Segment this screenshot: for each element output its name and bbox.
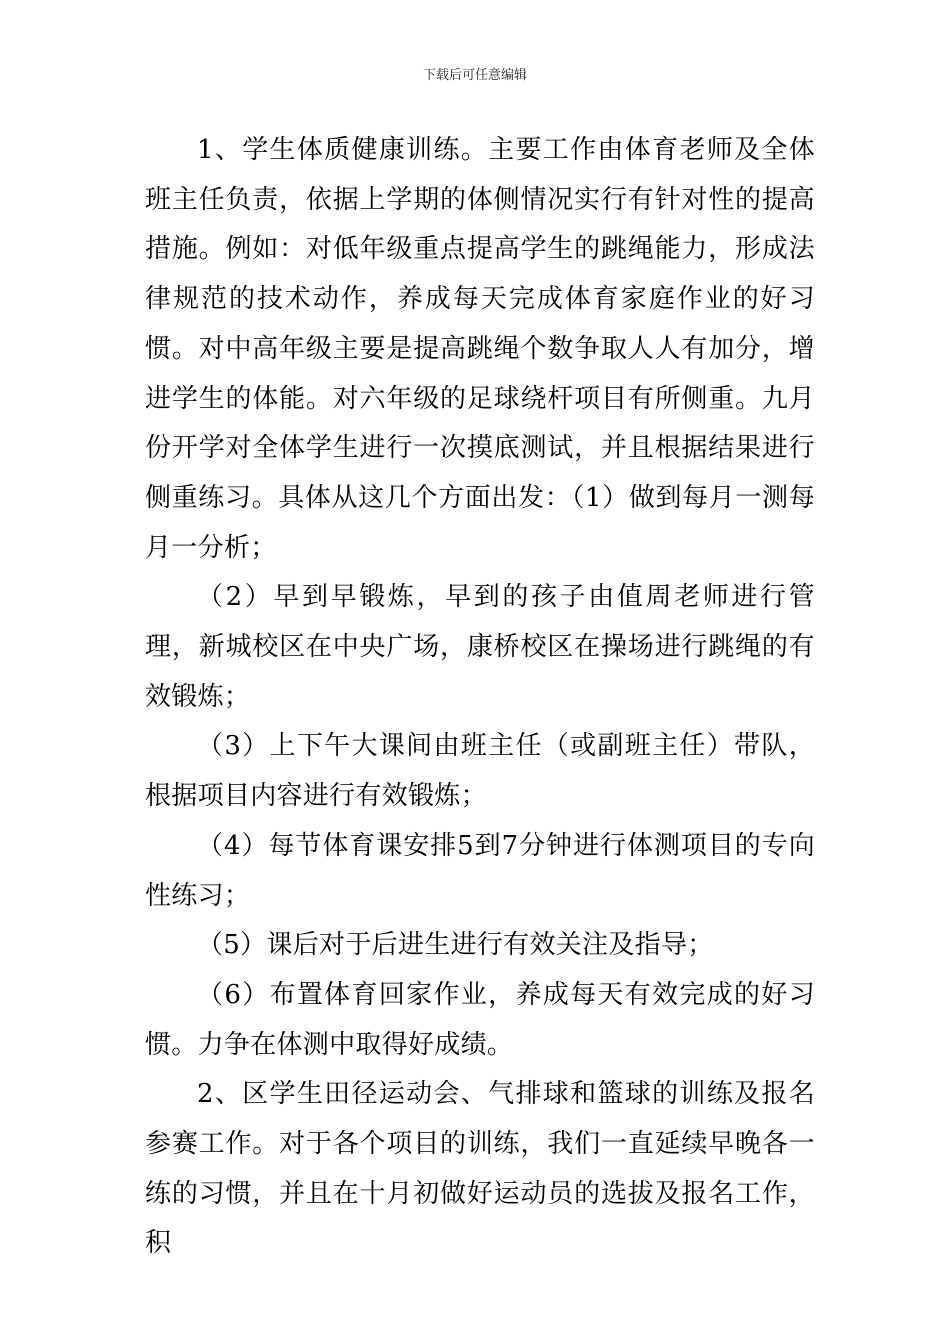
paragraph-item-5: （5）课后对于后进生进行有效关注及指导；: [197, 930, 714, 961]
paragraph-item-2: （2）早到早锻炼，早到的孩子由值周老师进行管理，新城校区在中央广场，康桥校区在操场进行跳绳的有效锻炼；: [145, 582, 815, 712]
paragraph-item-3: （3）上下午大课间由班主任（或副班主任）带队，根据项目内容进行有效锻炼；: [145, 731, 815, 812]
page-header: 下载后可任意编辑: [422, 68, 527, 83]
paragraph-sports-meet-training: 2、区学生田径运动会、气排球和篮球的训练及报名参赛工作。对于各个项目的训练，我们一直延续早晚各一练的习惯，并且在十月初做好运动员的选拔及报名工作，积: [145, 1079, 815, 1259]
paragraph-item-6: （6）布置体育回家作业，养成每天有效完成的好习惯。力争在体测中取得好成绩。: [145, 979, 815, 1060]
document-body: [145, 126, 815, 1269]
paragraph-item-4: （4）每节体育课安排5到7分钟进行体测项目的专向性练习；: [145, 830, 815, 911]
paragraph-physical-health-training: 1、学生体质健康训练。主要工作由体育老师及全体班主任负责，依据上学期的体侧情况实行有针对性的提高措施。例如：对低年级重点提高学生的跳绳能力，形成法律规范的技术动作，养成每天完成体育家庭作业的好习惯。对中高年级主要是提高跳绳个数争取人人有加分，增进学生的体能。对六年级的足球绕杆项目有所侧重。九月份开学对全体学生进行一次摸底测试，并且根据结果进行侧重练习。具体从这几个方面出发：（1）做到每月一测每月一分析；: [145, 135, 815, 563]
